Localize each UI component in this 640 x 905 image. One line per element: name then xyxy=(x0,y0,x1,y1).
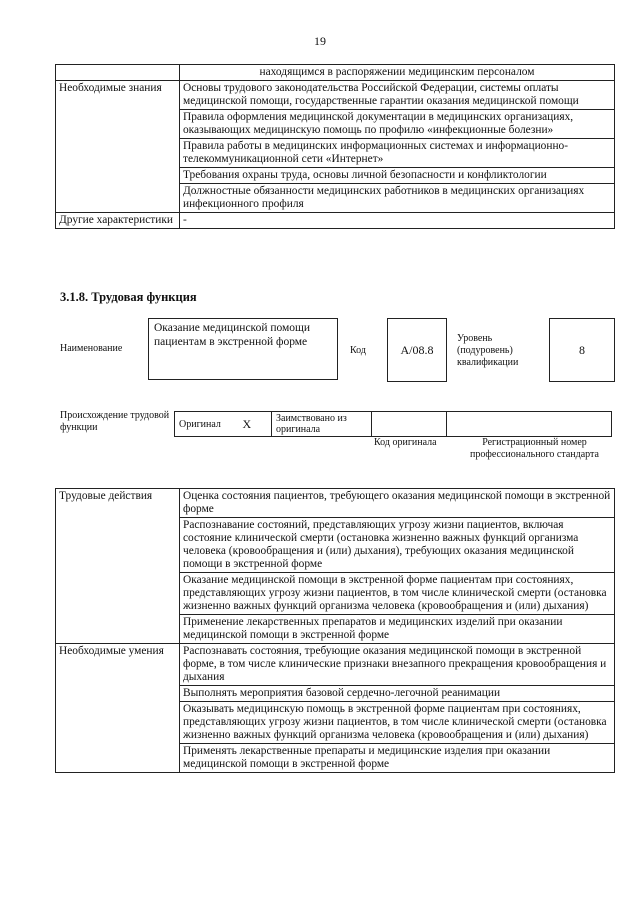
action-item: Оказание медицинской помощи в экстренной форме пациентам при состояниях, представляющих угрозу жизни пациентов, в том числе клинической смерти (остановка жизненно важных функций организма человека (кровообращения и (или) дыхания) xyxy=(179,573,614,615)
action-item: Оценка состояния пациентов, требующего оказания медицинской помощи в экстренной форме xyxy=(179,489,614,518)
origin-table xyxy=(174,411,612,437)
knowledge-item: Правила работы в медицинских информационных системах и информационно-телекоммуникационной сети «Интернет» xyxy=(179,139,614,168)
skill-item: Распознавать состояния, требующие оказания медицинской помощи в экстренной форме, в том числе клинические признаки внезапного прекращения кровообращения и дыхания xyxy=(179,644,614,686)
function-name: Оказание медицинской помощи пациентам в экстренной форме xyxy=(154,322,311,348)
code-box xyxy=(387,318,447,382)
level-label: Уровень (подуровень) квалификации xyxy=(457,333,519,368)
actions-skills-table xyxy=(55,488,615,773)
action-item: Распознавание состояний, представляющих угрозу жизни пациентов, включая состояние клинической смерти (остановка жизненно важных функций организма человека (кровообращения и (или) дыхания), требующих оказания медицинской помощи в экстренной форме xyxy=(179,518,614,573)
original-mark: X xyxy=(239,412,272,437)
knowledge-table xyxy=(55,64,615,229)
knowledge-item: Должностные обязанности медицинских работников в медицинских организациях инфекционного профиля xyxy=(179,184,614,213)
table-row xyxy=(56,489,615,518)
level-value: 8 xyxy=(579,342,585,357)
action-item: Применение лекарственных препаратов и медицинских изделий при оказании медицинской помощи в экстренной форме xyxy=(179,615,614,644)
continuation-cell: находящимся в распоряжении медицинским персоналом xyxy=(179,65,614,81)
code-caption: Код оригинала xyxy=(374,437,437,448)
knowledge-item: Требования охраны труда, основы личной безопасности и конфликтологии xyxy=(179,168,614,184)
other-label: Другие характеристики xyxy=(56,213,180,229)
skills-label: Необходимые умения xyxy=(56,644,180,773)
original-label: Оригинал xyxy=(175,412,239,437)
skill-item: Выполнять мероприятия базовой сердечно-легочной реанимации xyxy=(179,686,614,702)
knowledge-item: Основы трудового законодательства Российской Федерации, системы оплаты медицинской помощи, государственные гарантии оказания медицинской помощи xyxy=(179,81,614,110)
knowledge-label: Необходимые знания xyxy=(56,81,180,213)
page-number: 19 xyxy=(314,34,326,48)
empty-label-cell xyxy=(56,65,180,81)
code-value: A/08.8 xyxy=(400,342,434,357)
borrowed-label: Заимствовано из оригинала xyxy=(272,412,372,437)
code-label: Код xyxy=(350,345,366,356)
table-row xyxy=(56,65,615,81)
function-name-box xyxy=(148,318,338,380)
origin-label: Происхождение трудовой функции xyxy=(60,410,170,433)
knowledge-item: Правила оформления медицинской документации в медицинских организациях, оказывающих медицинскую помощь по профилю «инфекционные болезни» xyxy=(179,110,614,139)
registration-caption: Регистрационный номер профессионального стандарта xyxy=(470,437,599,460)
table-row xyxy=(56,81,615,110)
table-row xyxy=(56,644,615,686)
registration-number-cell xyxy=(447,412,612,437)
table-row xyxy=(175,412,612,437)
table-row xyxy=(56,213,615,229)
skill-item: Оказывать медицинскую помощь в экстренной форме пациентам при состояниях, представляющих угрозу жизни пациентов, в том числе клинической смерти (остановка жизненно важных функций организма человека (кровообращения и (или) дыхания) xyxy=(179,702,614,744)
level-box xyxy=(549,318,615,382)
original-code-cell xyxy=(372,412,447,437)
skill-item: Применять лекарственные препараты и медицинские изделия при оказании медицинской помощи в экстренной форме xyxy=(179,744,614,773)
name-label: Наименование xyxy=(60,343,123,354)
other-value: - xyxy=(179,213,614,229)
actions-label: Трудовые действия xyxy=(56,489,180,644)
section-title: 3.1.8. Трудовая функция xyxy=(60,290,197,304)
